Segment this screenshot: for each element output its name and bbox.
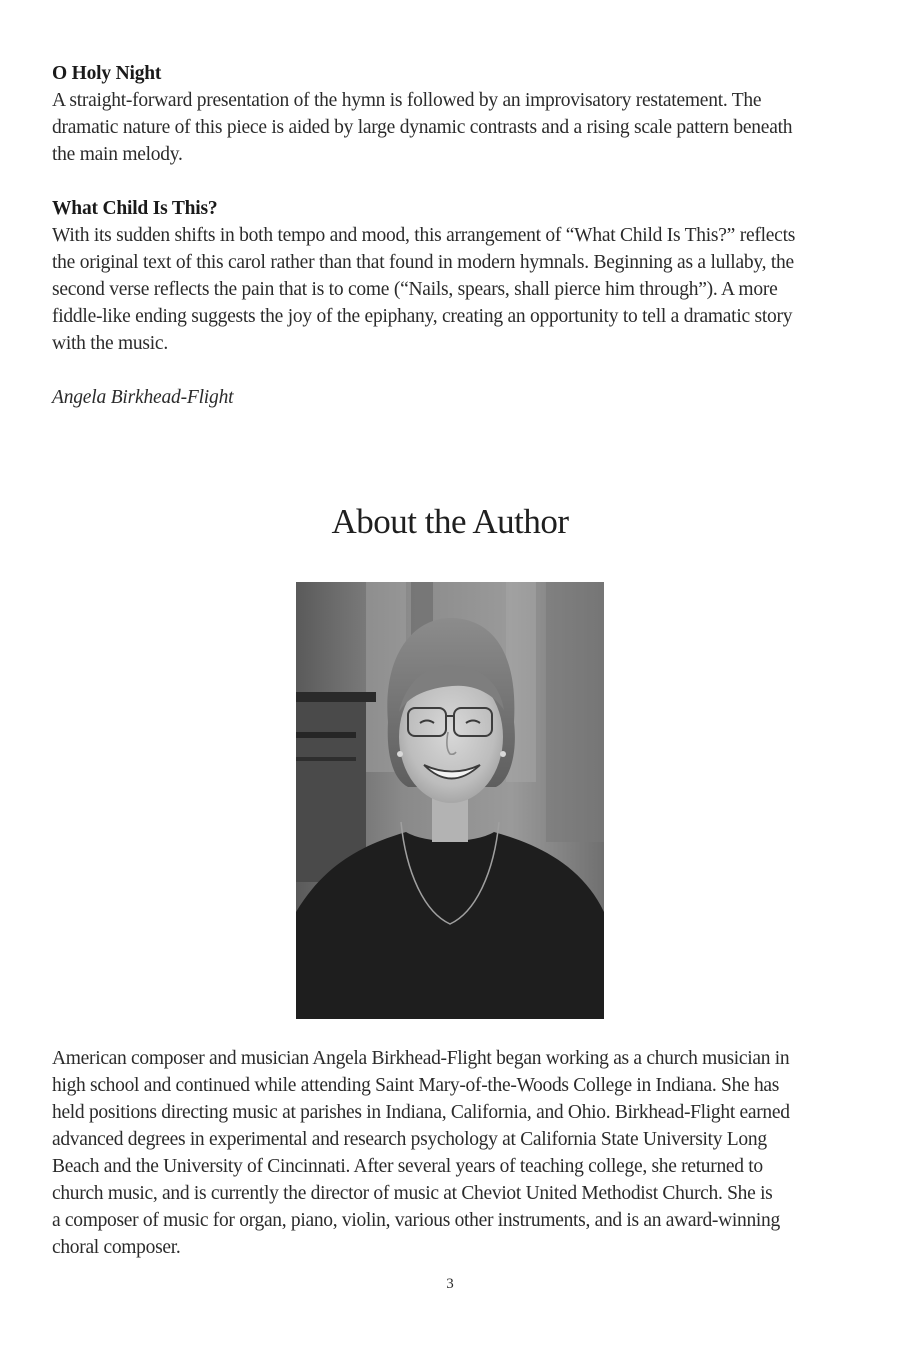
text-line: A straight-forward presentation of the hymn is followed by an improvisatory restatement. The <box>52 90 762 111</box>
spacer <box>52 168 852 195</box>
about-author-heading: About the Author <box>331 502 569 541</box>
author-portrait-image <box>296 582 604 1019</box>
text-line: With its sudden shifts in both tempo and mood, this arrangement of “What Child Is This?” reflects <box>52 225 796 246</box>
text-line: the original text of this carol rather than that found in modern hymnals. Beginning as a lullaby, the <box>52 252 794 273</box>
text-line: fiddle-like ending suggests the joy of the epiphany, creating an opportunity to tell a dramatic story <box>52 306 793 327</box>
text-line: American composer and musician Angela Birkhead-Flight began working as a church musician in <box>52 1048 790 1069</box>
author-photo <box>296 582 604 1019</box>
text-line: a composer of music for organ, piano, violin, various other instruments, and is an award-winning <box>52 1210 780 1231</box>
spacer <box>52 357 852 384</box>
text-line: with the music. <box>52 333 168 354</box>
text-line: church music, and is currently the director of music at Cheviot United Methodist Church. She is <box>52 1183 773 1204</box>
text-line: the main melody. <box>52 144 183 165</box>
author-signature: Angela Birkhead-Flight <box>52 387 234 408</box>
page-number: 3 <box>446 1276 454 1292</box>
program-notes <box>52 60 852 411</box>
piece-title-o-holy-night: O Holy Night <box>52 63 162 84</box>
text-line: dramatic nature of this piece is aided by large dynamic contrasts and a rising scale pattern beneath <box>52 117 793 138</box>
text-line: second verse reflects the pain that is to come (“Nails, spears, shall pierce him through”). A more <box>52 279 778 300</box>
piece-title-what-child-is-this: What Child Is This? <box>52 198 218 219</box>
text-line: held positions directing music at parishes in Indiana, California, and Ohio. Birkhead-Flight earned <box>52 1102 790 1123</box>
piece-description-o-holy-night <box>52 87 852 168</box>
text-line: advanced degrees in experimental and research psychology at California State University Long <box>52 1129 767 1150</box>
piece-description-what-child-is-this <box>52 222 852 357</box>
author-bio <box>52 1045 852 1261</box>
text-line: choral composer. <box>52 1237 181 1258</box>
text-line: high school and continued while attending Saint Mary-of-the-Woods College in Indiana. She has <box>52 1075 780 1096</box>
text-line: Beach and the University of Cincinnati. After several years of teaching college, she returned to <box>52 1156 763 1177</box>
